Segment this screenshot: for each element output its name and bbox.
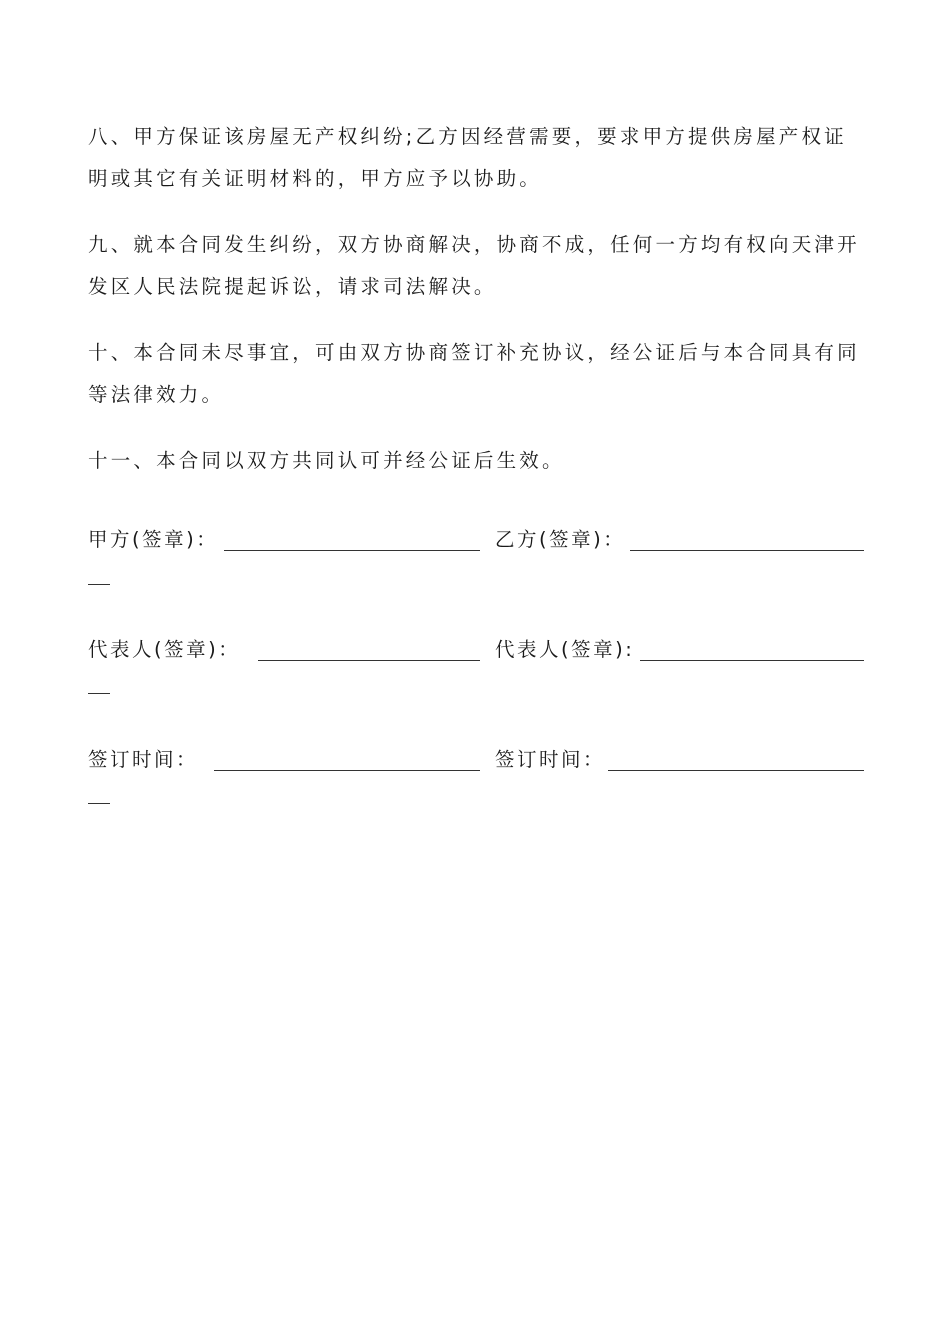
clause-10: 十、本合同未尽事宜，可由双方协商签订补充协议，经公证后与本合同具有同等法律效力。	[88, 341, 860, 406]
representative-a-signature-line[interactable]	[258, 660, 480, 661]
signature-row-representatives	[88, 624, 864, 668]
clause-11: 十一、本合同以双方共同认可并经公证后生效。	[88, 449, 565, 472]
date-a-label: 签订时间：	[88, 748, 199, 771]
date-b-line-continued[interactable]	[88, 803, 110, 804]
date-a-line[interactable]	[214, 770, 480, 771]
clause-9: 九、就本合同发生纠纷，双方协商解决，协商不成，任何一方均有权向天津开发区人民法院提起诉讼，请求司法解决。	[88, 233, 860, 298]
party-b-signature-label: 乙方(签章)：	[495, 528, 626, 551]
representative-b-signature-label: 代表人(签章):	[495, 638, 635, 661]
party-a-signature-line[interactable]	[224, 550, 480, 551]
party-b-signature-line[interactable]	[630, 550, 864, 551]
representative-b-signature-line-continued[interactable]	[88, 693, 110, 694]
signature-row-dates	[88, 734, 864, 778]
clause-8: 八、甲方保证该房屋无产权纠纷;乙方因经营需要，要求甲方提供房屋产权证明或其它有关证明材料的，甲方应予以协助。	[88, 125, 847, 190]
signature-row-parties	[88, 514, 864, 558]
representative-a-signature-label: 代表人(签章)：	[88, 638, 241, 661]
representative-b-signature-line[interactable]	[640, 660, 864, 661]
party-a-signature-label: 甲方(签章)：	[88, 528, 219, 551]
party-b-signature-line-continued[interactable]	[88, 584, 110, 585]
date-b-label: 签订时间：	[495, 748, 606, 771]
date-b-line[interactable]	[608, 770, 864, 771]
